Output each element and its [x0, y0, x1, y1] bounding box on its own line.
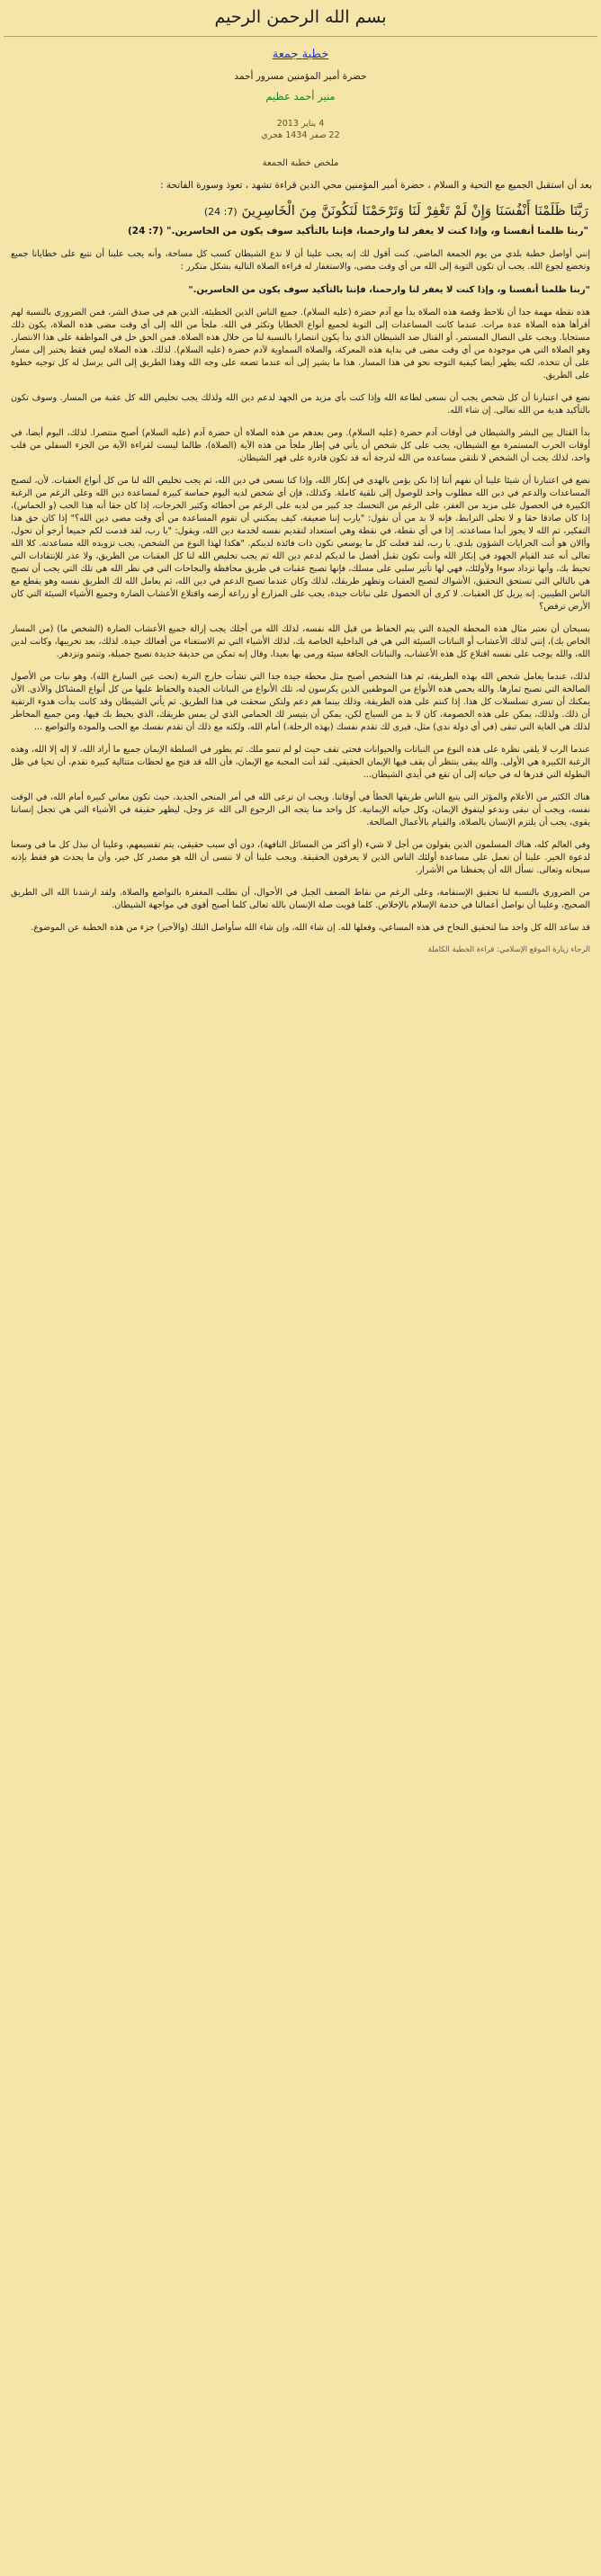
- paragraph: من الضروري بالنسبة لنا تحقيق الإستقامة، وعلى الرغم من نقاط الضعف الجبل في الأحوال، أن نطلب المغفرة بالتواضع والصلاة. ولقد ارشدنا الله الى الطريق الصحيح، وعلينا أن نواصل أعمالنا في خدمة الإسلام بالإخلاص. كلما قويت صلة الإنسان بالله تعالى كلما أصبح أقوى في مواجهة الشيطان.: [11, 888, 590, 911]
- intro-text: بعد أن استقبل الجميع مع التحية و السلام ، حضرة أمير المؤمنين محي الدين قراءة تشهد ، تعوذ وسورة الفاتحة :: [159, 179, 592, 191]
- header-divider: [4, 36, 597, 37]
- paragraph: هناك الكثير من الأعلام والمؤثر التي يتبع الناس طريقها الخطأ في أوقاتنا. ويجب ان ترعى الله في أمر المنحى الجديد، حيث تكون معاني كبيرة أمام الله، في الوقت نفسه، ويجب أن نبقى وندعو ليتفوق الإيمان، وكل حياته الإيمانية. كل واحد منا يتجه الى الرجوع الى الله عز وجل، ليظهر حقيقة في الأشياء التي هي تجعل إنساننا يقوى، يجب أن يلتزم الإنسان بالصلاة، والقيام بالأعمال الصالحة.: [11, 792, 590, 828]
- paragraph: نضع في اعتبارنا أن كل شخص يجب أن نسعى لطاعة الله وإذا كنت بأي مزيد من الجهد لدعم دين الله ولذلك يجب تخليص الله كل عقبة من المسار. وسوف تكون بالتأكيد هدية من الله تعالى. إن شاء الله.: [11, 393, 590, 416]
- author-name: منير أحمد عظيم: [265, 90, 336, 103]
- paragraph: إنني أواصل خطبة بلدي من يوم الجمعة الماضي. كنت أقول لك إنه يجب علينا أن لا ندع الشيطان كسب كل مساحة، وأنه يجب علينا أن نتبع على خطايانا جميع وتخضع لجوع الله. يجب أن تكون التوبة إلى الله من أي وقت مضى، والاستغفار له قراءة الصلاة التالية بشكل متكرر :: [11, 249, 590, 273]
- paragraph: بدأ القتال بين البشر والشيطان في أوقات آدم حضرة (عليه السلام). ومن بعدهم من هذه الصلاة أن حضرة آدم (عليه السلام) أصبح منتصرا. لذلك، اليوم أيضا، في أوقات الحرب المستمرة مع الشيطان، يجب على كل شخص أن يأتي في إطار ملجأ من هذه الآية (الصلاة)، طالما ليست لقراءة الآية من الجزء السفلي من قلب واحد، لذلك يجب أن الشخص لا تلتقي مساعدة من الله لدرجة أنه قد تكون قادرة على قهر الشيطان.: [11, 428, 590, 464]
- footer-note: الرجاء زيارة الموقع الإسلامي: قراءة الخطبة الكاملة: [427, 945, 590, 955]
- verse-reference: (7: 24): [203, 206, 238, 219]
- paragraph: قد ساعد الله كل واحد منا لتحقيق النجاح في هذه المساعي، وفعلها لله. إن شاء الله، وإن شاء الله سأواصل التلك (والآخير) جزء من هذه الخطبة عن الموضوع.: [31, 923, 590, 934]
- date-gregorian: 4 يناير 2013: [276, 118, 325, 129]
- verse-arabic: رَبَّنَا ظَلَمْنَا أَنْفُسَنَا وَإِنْ لَمْ تَغْفِرْ لَنَا وَتَرْحَمْنَا لَنَكُونَنَّ مِنَ الْخَاسِرِينَ: [241, 202, 588, 219]
- paragraph: نضع في اعتبارنا أن شيئا علينا أن نفهم أنتا إذا نكن يؤمن بالهدى في إنكار الله، وإذا كنا نسعى في دين الله، ثم يجب تخليص الله لنا من كل أنواع العقبات. لأن، لتصبح المساعدات والدعم في دين الله مطلوب واحد للوصول إلى تلقية كاملة. وكذلك، فإن أي شخص لديه اليوم حماسة كبيرة لمساعدة دين الله وعلى الرغم من الرغبة الكبيرة في الحصول على مزيد من الغفر، على الرغم من التحسك جد كبير من لديه على الرغم من أخطائه وكثير الخرجات، إذا كان حقا أنه هذا الحب (و الحماس)، إذا كان صادقا حقا و لا تحلى الترابط، فإنه لا بد من أن نقول: "يارب إننا ضعيفة، كيف يمكنني أن تقوم المساعدة من أي وقت مضى دين الله؟" إذا كان حق هذا التفكير، ثم الله لا يجوز أبدا مساعدته. إذا في أي نقطة، في نقطة وهي استعداد لتقديم نفسه لخدمة دين الله، ويقول: "يا رب، لقد قدمت لكم جميعا أرجو أن تحول، وأالان هو أنت الجرايات الشؤون بلدي. يا رب، لقد فعلت كل ما يوسعي تكون ذات فائدة لدينكم. "هكذا لهذا النوع من الشخص، يجب تزويده الله مساعدته. كلا الله تعالى أنه عند القيام الجهود في إنكار الله وأنت تكون تقبل أفضل ما لديكم لدعم دين الله ثم يجب تخليص الله لنا كل العقبات من الطريق، ولا عذر للإنتقادات التي تحيط بك، وأنها تزداد سوءا ولأولئك، فهي لها تأثير سلبي على مسلك، فإنها تصبح عقبات في طريق محافظة والنجاحات التي في نظر الله هي تلك التي يجب أن تصبح هي بالتالي التي تستحق التحقيق، الأشواك لتصبح العقبات وتظهر طريقك، لذلك وكان عندما تصبح الدعم في دين الله، ثم يعامل الله لك الطريق نفسه وهو يقطع مع الناس الطيبين. إنه يزيل كل العقبات. لا كرى أن الحصول على نباتات جيدة، يجب على المزارع أو زراعة أرضه واقتلاع الأعشاب الضارة وجميع الأشياء السيئة التي كان الأرض ترفض؟: [11, 476, 590, 613]
- paragraph: بسبحان أن نعتبر مثال هذه المحطة الجيدة التي يتم الحفاظ من قبل الله نفسه، لذلك الله من أجلك يجب إزالة جميع الأعشاب الضارة (الشخص ما) (من المسار الخاص بك)، إنني لذلك الأعشاب أو النباتات السيئة التي هي في الداخلية الخاصة بك، لذلك الأشياء التي تم الاستغناء من أفعالك جيدة. لذلك، بعد تخريبها، وكانت لدين الله، والله يوجب على نفسه اقتلاع كل هذه الأعشاب، والنباتات الجافة سيئة ورمى بها بعيدا، وقال إنه تمكن من حديقة جديدة تصبح جميلة، وتنمو وتزدهر.: [11, 624, 590, 660]
- paragraph: وفي العالم كله، هناك المسلمون الذين يقولون من أجل لا شيء (أو أكثر من المسائل التافهة)، دون أي سبب حقيقي، يتم تقسيمهم، وعلينا أن نبذل كل ما في وسعنا لدعوة الخير. علينا أن نعمل على مساعدة أولئك الناس الذين لا يعرفون الحقيقة. ويجب علينا أن لا ننسى أن الله هو مصدر كل خير، وأن ما يحدث هو فقط بإذنه سبحانه وتعالى. نسأل الله أن يحفظنا من الأشرار.: [11, 840, 590, 876]
- paragraph: هذه نقطة مهمة جدا أن نلاحظ وقصة هذه الصلاة بدأ مع آدم حضرة (عليه السلام). جميع الناس الذين الخطيئة، الذين هم في صدق الشر، فمن الضروري بالنسبة لهم أقرأها هذه الصلاة عدة مرات. عندما كانت المساعدات إلى التوبة لجميع أنواع الخطايا وتكثر في الله. ملجأ من الله إلى أي وقت مضى هذه الصلاة، يكون ذلك مستجابا. ويجب على النصال المستمر، أو القتال ضد الشيطان الذي بدأ يكون انتصارا بالنسبة لنا من خلال هذه الصلاة. فمن الحق حل في المواظفة على هذا الانتصار. وهو الصلاة التي هي موجودة من أي وقت مضى في بداية هذه المعركة، والصلاة السماوية لآدم حضرة (عليه السلام). لذلك، هذه الصلاة ليس فقط يختبر إلى مسار على أن تتخذه، لكنه يظهر أيضا كيفية التوجه نحو في هذا المسار. هذا ما يشير إلى أنه عندما تضعه على وجه الله وهذا الطريق إلى التي يرسل له كل توجيه خطوة على الطريق.: [11, 308, 590, 381]
- quran-verse: [13, 200, 588, 221]
- paragraph: عندما الرب لا يلقى نظرة على هذه النوع من النباتات والحيوانات فحتى تقف حيث لو لم تنمو ملك. ثم يطور في السلطة الإيمان جميع ما أراد الله، لا إله إلا الله، وهذه الرغبة الكبيرة هي الأولى. والله يبقى ينتظر أن يقف فيها الإيمان الحقيقي. لقد أتت المحبة مع الإيمان، فأن الله قد فتح مع لحظات متتالية كبيرة تقدم، أن تحيا في ظل البطولة التي قدرها له في حياته إلى أن تقع في أيدي الشيطان...: [11, 745, 590, 781]
- subtitle: حضرة أمير المؤمنين مسرور أحمد: [234, 71, 367, 82]
- date-block: [4, 119, 597, 142]
- khutba-title-link[interactable]: خطبة جمعة: [272, 48, 329, 61]
- verse-translation: "ربنا ظلمنا أنفسنا و، وإذا كنت لا يغفر لنا وارحمنا، فإننا بالتأكيد سوف يكون من الخاسرين." (7: 24): [127, 226, 588, 237]
- date-hijri: 22 صفر 1434 هجري: [261, 130, 340, 140]
- basmala-heading: بسم الله الرحمن الرحيم: [214, 7, 387, 27]
- paragraph: "ربنا ظلمنا أنفسنا و، وإذا كنت لا يغفر لنا وارحمنا، فإننا بالتأكيد سوف يكون من الخاسرين.": [188, 285, 590, 296]
- paragraph: لذلك، عندما يعامل شخص الله بهذه الطريقة، ثم هذا الشخص أصبح مثل محطة جيدة جدا التي تشأت خارج التربة (تحت عين السارع الله)، وهو نبات من الأصول الصالحة التي تصبح ثمارها. والله يحمي هذه الأنواع من الموظفين الذين يكرسون له، تلك الأنواع من النباتات الجيدة والحفاظ عليها من كل أنواع المشاكل والأذى. الآن يمكنك أن تسرى تسلسلات كل هذا. إذا كنتم على هذه الطريقة، وذلك بينما هم دعم ولتكن سحقت في هذا الطريق. ثم يأتي الشيطان وقد كانت بدأت هدوء الرتقية أن ذلك. ولذلك، يمكن على هذه الخصومة، كان لا بد من السياج لكن، يمكن أن يتيسر لك الحمامي الذي لن يمس طريقك، الذي يحيط بك فيها، ومن جميع المخاطر لذلك هي الغاية التي تبقى (في أي دولة ندى) مثل، فيرى لك تقدم نفسك (بهذه الرحلة،) أمام الله، ولكنه مع ذلك أن تقدم نفسك مع الحب والمودة والتواضع ...: [11, 672, 590, 733]
- summary-label: ملخص خطبة الجمعة: [262, 157, 339, 168]
